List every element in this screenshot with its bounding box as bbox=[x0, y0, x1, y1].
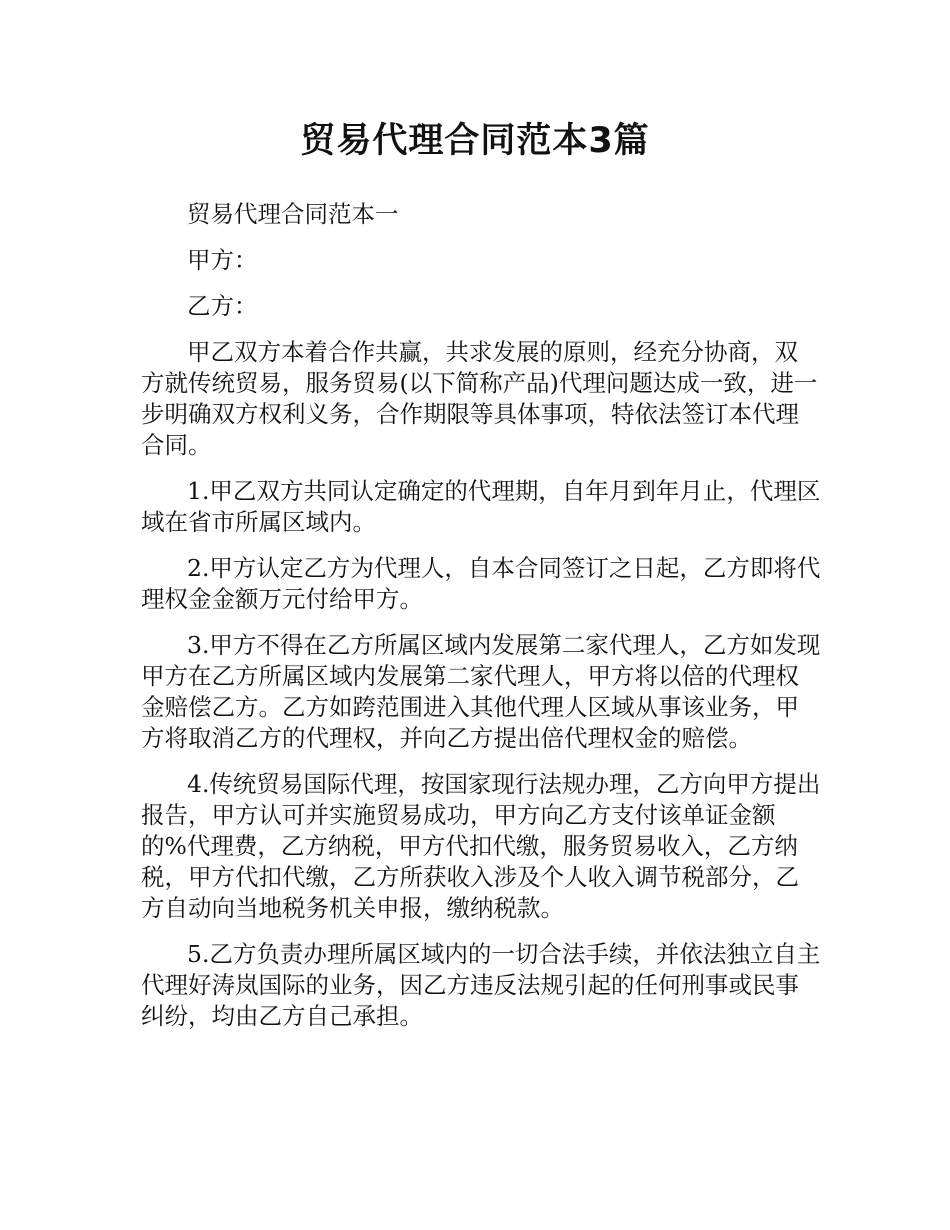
section-heading: 贸易代理合同范本一 bbox=[187, 200, 399, 228]
clause-4: 4.传统贸易国际代理，按国家现行法规办理，乙方向甲方提出报告，甲方认可并实施贸易成功，甲方向乙方支付该单证金额的%代理费，乙方纳税，甲方代扣代缴，服务贸易收入，乙方纳税，甲方代扣代缴，乙方所获收入涉及个人收入调节税部分，乙方自动向当地税务机关申报，缴纳税款。 bbox=[141, 770, 821, 922]
clause-3: 3.甲方不得在乙方所属区域内发展第二家代理人，乙方如发现甲方在乙方所属区域内发展第二家代理人，甲方将以倍的代理权金赔偿乙方。乙方如跨范围进入其他代理人区域从事该业务，甲方将取消乙方的代理权，并向乙方提出倍代理权金的赔偿。 bbox=[141, 631, 821, 752]
clause-2: 2.甲方认定乙方为代理人，自本合同签订之日起，乙方即将代理权金金额万元付给甲方。 bbox=[141, 554, 821, 613]
party-a-line: 甲方： bbox=[187, 246, 258, 274]
party-b-line: 乙方： bbox=[187, 292, 258, 320]
document-body bbox=[141, 199, 821, 1047]
document-title: 贸易代理合同范本3篇 bbox=[300, 121, 650, 161]
clause-1: 1.甲乙双方共同认定确定的代理期，自年月到年月止，代理区域在省市所属区域内。 bbox=[141, 477, 821, 536]
preamble-paragraph: 甲乙双方本着合作共赢，共求发展的原则，经充分协商，双方就传统贸易，服务贸易(以下简称产品)代理问题达成一致，进一步明确双方权利义务，合作期限等具体事项，特依法签订本代理合同。 bbox=[141, 338, 818, 459]
clause-5: 5.乙方负责办理所属区域内的一切合法手续，并依法独立自主代理好涛岚国际的业务，因乙方违反法规引起的任何刑事或民事纠纷，均由乙方自己承担。 bbox=[141, 940, 821, 1030]
